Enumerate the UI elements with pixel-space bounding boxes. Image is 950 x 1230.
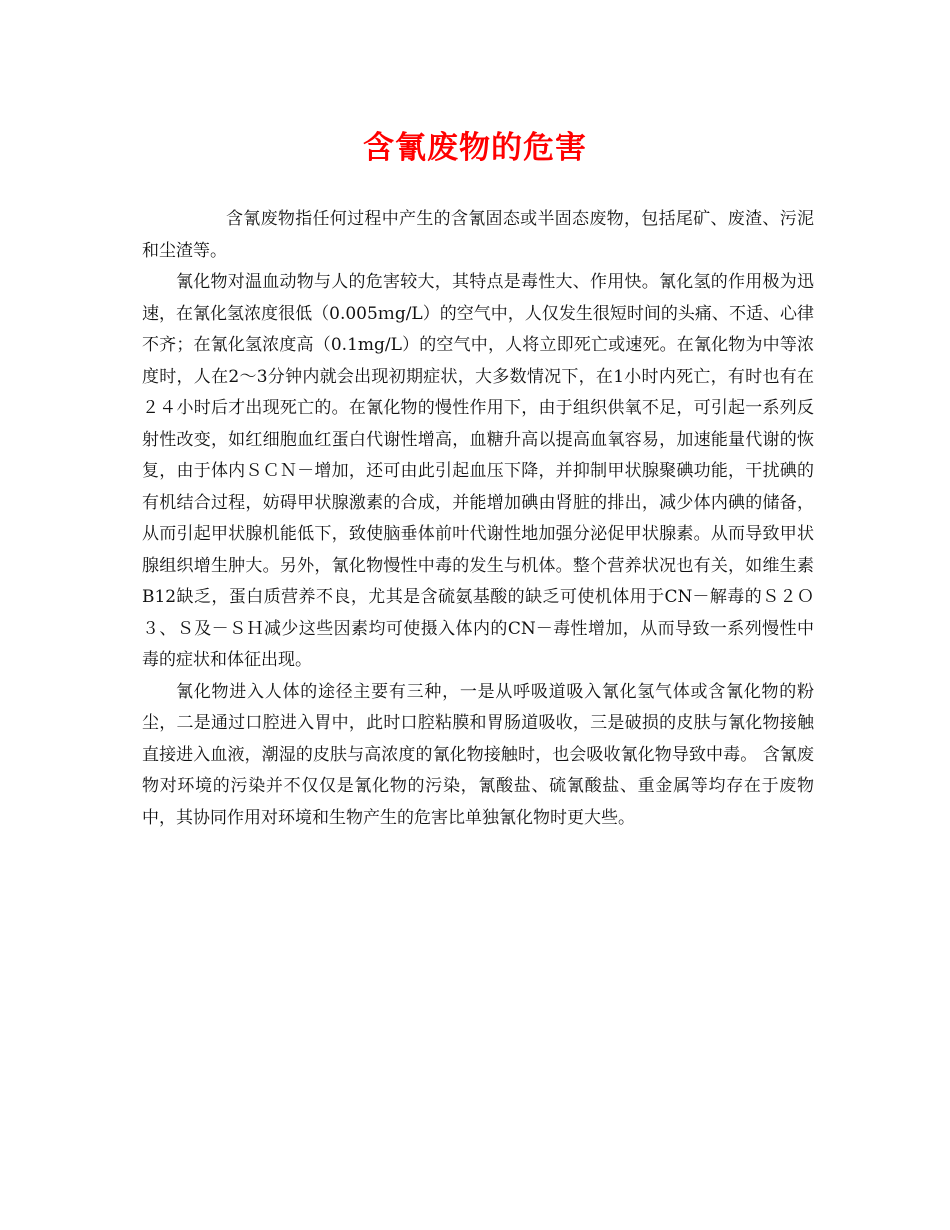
- paragraph-exposure-routes: 氰化物进入人体的途径主要有三种，一是从呼吸道吸入氰化氢气体或含氰化物的粉尘，二是通过口腔进入胃中，此时口腔粘膜和胃肠道吸收，三是破损的皮肤与氰化物接触直接进入血液，潮湿的皮肤与高浓度的氰化物接触时，也会吸收氰化物导致中毒。 含氰废物对环境的污染并不仅仅是氰化物的污染，氰酸盐、硫氰酸盐、重金属等均存在于废物中，其协同作用对环境和生物产生的危害比单独氰化物时更大些。: [142, 681, 814, 828]
- document-body: [142, 204, 814, 834]
- paragraph-toxicity: 氰化物对温血动物与人的危害较大，其特点是毒性大、作用快。氰化氢的作用极为迅速，在氰化氢浓度很低（0.005ｍg/L）的空气中，人仅发生很短时间的头痛、不适、心律不齐；在氰化氢浓度高（0.1mg/L）的空气中，人将立即死亡或速死。在氰化物为中等浓度时，人在2～3分钟内就会出现初期症状，大多数情况下，在1小时内死亡，有时也有在２４小时后才出现死亡的。在氰化物的慢性作用下，由于组织供氧不足，可引起一系列反射性改变，如红细胞血红蛋白代谢性增高，血糖升高以提高血氧容易，加速能量代谢的恢复，由于体内ＳＣＮ－增加，还可由此引起血压下降，并抑制甲状腺聚碘功能，干扰碘的有机结合过程，妨碍甲状腺激素的合成，并能增加碘由肾脏的排出，减少体内碘的储备，从而引起甲状腺机能低下，致使脑垂体前叶代谢性地加强分泌促甲状腺素。从而导致甲状腺组织增生肿大。另外，氰化物慢性中毒的发生与机体。整个营养状况也有关，如维生素B12缺乏，蛋白质营养不良，尤其是含硫氨基酸的缺乏可使机体用于CN－解毒的Ｓ２Ｏ３、Ｓ及－ＳＨ减少这些因素均可使摄入体内的CN－毒性增加，从而导致一系列慢性中毒的症状和体征出现。: [142, 272, 814, 670]
- document-title: 含氰废物的危害: [363, 130, 587, 166]
- paragraph-definition: 含氰废物指任何过程中产生的含氰固态或半固态废物，包括尾矿、废渣、污泥和尘渣等。: [142, 209, 814, 261]
